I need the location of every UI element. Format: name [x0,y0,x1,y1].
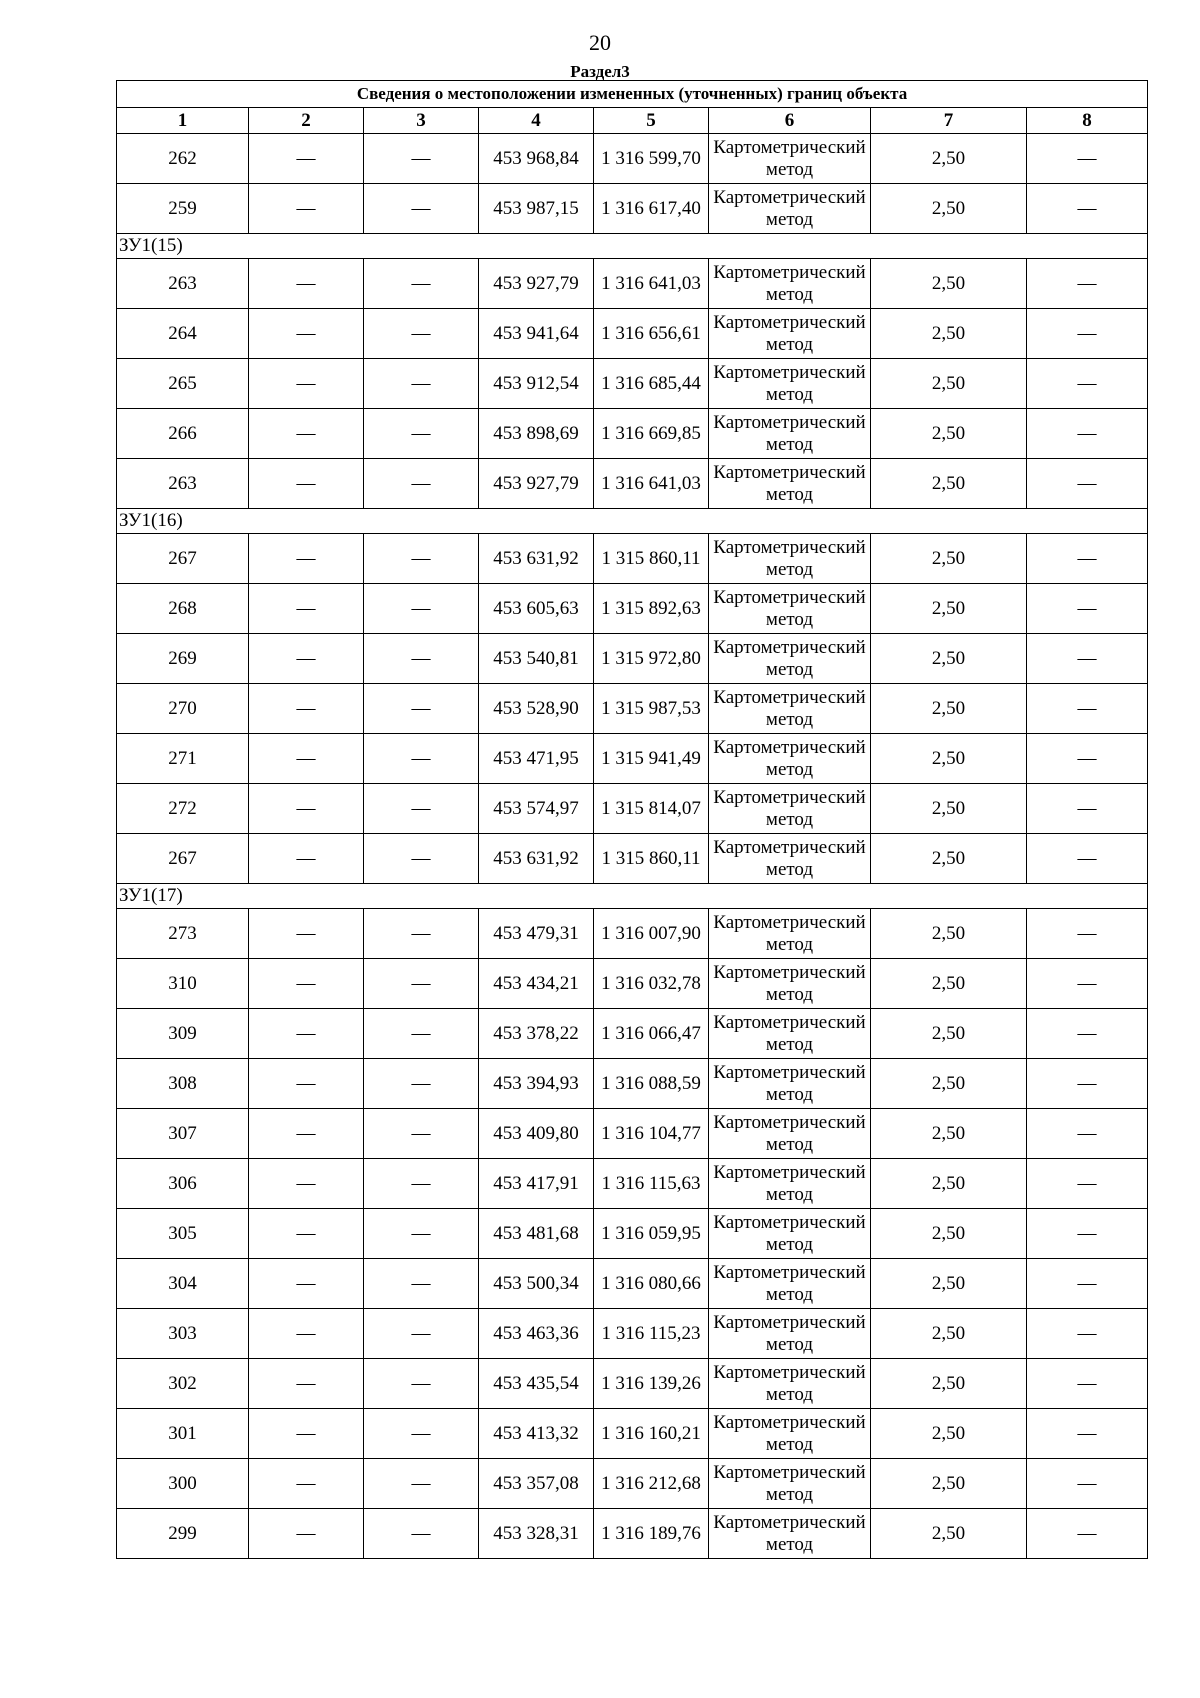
col3-cell: — [364,1009,479,1059]
col8-cell: — [1027,534,1148,584]
table-row [117,409,1148,459]
x-coordinate-cell: 453 941,64 [479,309,594,359]
x-coordinate-cell: 453 463,36 [479,1309,594,1359]
x-coordinate-cell: 453 605,63 [479,584,594,634]
column-header: 6 [709,108,871,134]
point-number-cell: 308 [117,1059,249,1109]
point-number-cell: 300 [117,1459,249,1509]
table-row [117,184,1148,234]
group-label: ЗУ1(16) [117,509,1148,534]
group-label: ЗУ1(17) [117,884,1148,909]
col2-cell: — [249,1009,364,1059]
precision-cell: 2,50 [871,1359,1027,1409]
precision-cell: 2,50 [871,1109,1027,1159]
method-cell: Картометрический метод [709,1209,871,1259]
point-number-cell: 272 [117,784,249,834]
col2-cell: — [249,909,364,959]
col3-cell: — [364,1109,479,1159]
method-cell: Картометрический метод [709,909,871,959]
table-row [117,534,1148,584]
method-cell: Картометрический метод [709,459,871,509]
y-coordinate-cell: 1 315 987,53 [594,684,709,734]
table-row [117,684,1148,734]
method-cell: Картометрический метод [709,1509,871,1559]
y-coordinate-cell: 1 315 814,07 [594,784,709,834]
precision-cell: 2,50 [871,1309,1027,1359]
group-header-row [117,234,1148,259]
coordinates-table [116,80,1148,1559]
table-row [117,1159,1148,1209]
col8-cell: — [1027,184,1148,234]
precision-cell: 2,50 [871,409,1027,459]
precision-cell: 2,50 [871,1409,1027,1459]
col2-cell: — [249,834,364,884]
y-coordinate-cell: 1 315 892,63 [594,584,709,634]
x-coordinate-cell: 453 394,93 [479,1059,594,1109]
col8-cell: — [1027,1159,1148,1209]
col3-cell: — [364,834,479,884]
col8-cell: — [1027,684,1148,734]
page-number: 20 [589,30,611,55]
col2-cell: — [249,734,364,784]
method-cell: Картометрический метод [709,1359,871,1409]
col2-cell: — [249,309,364,359]
point-number-cell: 273 [117,909,249,959]
table-row [117,1059,1148,1109]
table-row [117,134,1148,184]
col2-cell: — [249,634,364,684]
method-cell: Картометрический метод [709,184,871,234]
table-row [117,1109,1148,1159]
method-cell: Картометрический метод [709,1159,871,1209]
x-coordinate-cell: 453 540,81 [479,634,594,684]
precision-cell: 2,50 [871,909,1027,959]
method-cell: Картометрический метод [709,1009,871,1059]
point-number-cell: 266 [117,409,249,459]
col3-cell: — [364,634,479,684]
x-coordinate-cell: 453 500,34 [479,1259,594,1309]
precision-cell: 2,50 [871,959,1027,1009]
y-coordinate-cell: 1 316 066,47 [594,1009,709,1059]
x-coordinate-cell: 453 987,15 [479,184,594,234]
x-coordinate-cell: 453 435,54 [479,1359,594,1409]
method-cell: Картометрический метод [709,684,871,734]
col8-cell: — [1027,834,1148,884]
column-header: 7 [871,108,1027,134]
col3-cell: — [364,184,479,234]
column-header: 8 [1027,108,1148,134]
table-row [117,1509,1148,1559]
y-coordinate-cell: 1 315 941,49 [594,734,709,784]
col3-cell: — [364,584,479,634]
method-cell: Картометрический метод [709,409,871,459]
y-coordinate-cell: 1 316 160,21 [594,1409,709,1459]
col3-cell: — [364,684,479,734]
x-coordinate-cell: 453 927,79 [479,259,594,309]
precision-cell: 2,50 [871,184,1027,234]
method-cell: Картометрический метод [709,309,871,359]
table-row [117,1009,1148,1059]
col2-cell: — [249,184,364,234]
column-header: 5 [594,108,709,134]
point-number-cell: 305 [117,1209,249,1259]
precision-cell: 2,50 [871,359,1027,409]
point-number-cell: 267 [117,834,249,884]
col3-cell: — [364,734,479,784]
y-coordinate-cell: 1 316 669,85 [594,409,709,459]
y-coordinate-cell: 1 316 189,76 [594,1509,709,1559]
point-number-cell: 259 [117,184,249,234]
x-coordinate-cell: 453 479,31 [479,909,594,959]
col8-cell: — [1027,259,1148,309]
method-cell: Картометрический метод [709,734,871,784]
precision-cell: 2,50 [871,784,1027,834]
group-label: ЗУ1(15) [117,234,1148,259]
col3-cell: — [364,1359,479,1409]
method-cell: Картометрический метод [709,1309,871,1359]
y-coordinate-cell: 1 315 972,80 [594,634,709,684]
table-caption-row [117,81,1148,108]
x-coordinate-cell: 453 471,95 [479,734,594,784]
precision-cell: 2,50 [871,1059,1027,1109]
col2-cell: — [249,959,364,1009]
y-coordinate-cell: 1 316 685,44 [594,359,709,409]
point-number-cell: 302 [117,1359,249,1409]
col3-cell: — [364,309,479,359]
table-header-row [117,108,1148,134]
y-coordinate-cell: 1 316 641,03 [594,459,709,509]
y-coordinate-cell: 1 316 115,23 [594,1309,709,1359]
col3-cell: — [364,959,479,1009]
table-body [117,134,1148,1559]
col3-cell: — [364,1209,479,1259]
table-caption: Сведения о местоположении измененных (уточненных) границ объекта [117,81,1148,108]
table-row [117,959,1148,1009]
method-cell: Картометрический метод [709,534,871,584]
method-cell: Картометрический метод [709,959,871,1009]
col8-cell: — [1027,134,1148,184]
table-row [117,909,1148,959]
col2-cell: — [249,409,364,459]
table-row [117,1409,1148,1459]
col3-cell: — [364,459,479,509]
col8-cell: — [1027,1209,1148,1259]
y-coordinate-cell: 1 316 139,26 [594,1359,709,1409]
col8-cell: — [1027,309,1148,359]
method-cell: Картометрический метод [709,784,871,834]
precision-cell: 2,50 [871,1209,1027,1259]
col8-cell: — [1027,1409,1148,1459]
point-number-cell: 265 [117,359,249,409]
precision-cell: 2,50 [871,459,1027,509]
col8-cell: — [1027,1059,1148,1109]
col8-cell: — [1027,1309,1148,1359]
point-number-cell: 262 [117,134,249,184]
point-number-cell: 269 [117,634,249,684]
method-cell: Картометрический метод [709,259,871,309]
x-coordinate-cell: 453 631,92 [479,534,594,584]
precision-cell: 2,50 [871,684,1027,734]
col2-cell: — [249,1509,364,1559]
y-coordinate-cell: 1 316 080,66 [594,1259,709,1309]
precision-cell: 2,50 [871,834,1027,884]
table-row [117,309,1148,359]
precision-cell: 2,50 [871,259,1027,309]
table-row [117,1309,1148,1359]
col3-cell: — [364,1309,479,1359]
method-cell: Картометрический метод [709,134,871,184]
col2-cell: — [249,359,364,409]
col2-cell: — [249,784,364,834]
table-row [117,1209,1148,1259]
table-row [117,634,1148,684]
table-row [117,259,1148,309]
precision-cell: 2,50 [871,534,1027,584]
col8-cell: — [1027,909,1148,959]
col3-cell: — [364,1409,479,1459]
method-cell: Картометрический метод [709,1409,871,1459]
x-coordinate-cell: 453 574,97 [479,784,594,834]
point-number-cell: 299 [117,1509,249,1559]
x-coordinate-cell: 453 968,84 [479,134,594,184]
x-coordinate-cell: 453 378,22 [479,1009,594,1059]
col2-cell: — [249,1109,364,1159]
table-row [117,359,1148,409]
col2-cell: — [249,1159,364,1209]
point-number-cell: 303 [117,1309,249,1359]
col3-cell: — [364,534,479,584]
x-coordinate-cell: 453 357,08 [479,1459,594,1509]
x-coordinate-cell: 453 434,21 [479,959,594,1009]
col8-cell: — [1027,959,1148,1009]
col3-cell: — [364,1259,479,1309]
col3-cell: — [364,1159,479,1209]
x-coordinate-cell: 453 481,68 [479,1209,594,1259]
col8-cell: — [1027,1509,1148,1559]
col8-cell: — [1027,634,1148,684]
col2-cell: — [249,1359,364,1409]
y-coordinate-cell: 1 316 104,77 [594,1109,709,1159]
precision-cell: 2,50 [871,734,1027,784]
point-number-cell: 310 [117,959,249,1009]
method-cell: Картометрический метод [709,634,871,684]
table-row [117,1459,1148,1509]
column-header: 2 [249,108,364,134]
point-number-cell: 263 [117,459,249,509]
col2-cell: — [249,1459,364,1509]
col2-cell: — [249,134,364,184]
col3-cell: — [364,359,479,409]
y-coordinate-cell: 1 316 059,95 [594,1209,709,1259]
x-coordinate-cell: 453 328,31 [479,1509,594,1559]
col3-cell: — [364,784,479,834]
table-row [117,734,1148,784]
table-row [117,1259,1148,1309]
col2-cell: — [249,584,364,634]
col2-cell: — [249,459,364,509]
col3-cell: — [364,134,479,184]
point-number-cell: 304 [117,1259,249,1309]
y-coordinate-cell: 1 316 088,59 [594,1059,709,1109]
x-coordinate-cell: 453 927,79 [479,459,594,509]
col3-cell: — [364,1459,479,1509]
y-coordinate-cell: 1 316 212,68 [594,1459,709,1509]
col3-cell: — [364,259,479,309]
table-row [117,784,1148,834]
col8-cell: — [1027,459,1148,509]
point-number-cell: 307 [117,1109,249,1159]
y-coordinate-cell: 1 316 599,70 [594,134,709,184]
col2-cell: — [249,1309,364,1359]
point-number-cell: 270 [117,684,249,734]
method-cell: Картометрический метод [709,1459,871,1509]
point-number-cell: 264 [117,309,249,359]
col2-cell: — [249,259,364,309]
point-number-cell: 301 [117,1409,249,1459]
col3-cell: — [364,1059,479,1109]
table-row [117,1359,1148,1409]
group-header-row [117,884,1148,909]
col2-cell: — [249,1259,364,1309]
y-coordinate-cell: 1 315 860,11 [594,834,709,884]
y-coordinate-cell: 1 315 860,11 [594,534,709,584]
col8-cell: — [1027,1009,1148,1059]
method-cell: Картометрический метод [709,1259,871,1309]
y-coordinate-cell: 1 316 641,03 [594,259,709,309]
col2-cell: — [249,1209,364,1259]
y-coordinate-cell: 1 316 032,78 [594,959,709,1009]
precision-cell: 2,50 [871,584,1027,634]
col3-cell: — [364,909,479,959]
method-cell: Картометрический метод [709,359,871,409]
precision-cell: 2,50 [871,1259,1027,1309]
section-title: Раздел3 [570,62,630,81]
method-cell: Картометрический метод [709,1059,871,1109]
point-number-cell: 271 [117,734,249,784]
table-row [117,459,1148,509]
col3-cell: — [364,409,479,459]
table-row [117,834,1148,884]
method-cell: Картометрический метод [709,834,871,884]
group-header-row [117,509,1148,534]
method-cell: Картометрический метод [709,584,871,634]
point-number-cell: 267 [117,534,249,584]
x-coordinate-cell: 453 417,91 [479,1159,594,1209]
column-header: 4 [479,108,594,134]
x-coordinate-cell: 453 912,54 [479,359,594,409]
precision-cell: 2,50 [871,309,1027,359]
y-coordinate-cell: 1 316 617,40 [594,184,709,234]
col2-cell: — [249,534,364,584]
column-header: 3 [364,108,479,134]
precision-cell: 2,50 [871,1459,1027,1509]
table-row [117,584,1148,634]
point-number-cell: 309 [117,1009,249,1059]
col8-cell: — [1027,1259,1148,1309]
col8-cell: — [1027,784,1148,834]
method-cell: Картометрический метод [709,1109,871,1159]
precision-cell: 2,50 [871,1509,1027,1559]
col8-cell: — [1027,584,1148,634]
col8-cell: — [1027,1109,1148,1159]
col2-cell: — [249,684,364,734]
col3-cell: — [364,1509,479,1559]
col2-cell: — [249,1059,364,1109]
y-coordinate-cell: 1 316 115,63 [594,1159,709,1209]
col8-cell: — [1027,1359,1148,1409]
column-header: 1 [117,108,249,134]
col8-cell: — [1027,409,1148,459]
point-number-cell: 268 [117,584,249,634]
col8-cell: — [1027,734,1148,784]
precision-cell: 2,50 [871,1159,1027,1209]
point-number-cell: 306 [117,1159,249,1209]
y-coordinate-cell: 1 316 656,61 [594,309,709,359]
x-coordinate-cell: 453 528,90 [479,684,594,734]
col8-cell: — [1027,359,1148,409]
precision-cell: 2,50 [871,1009,1027,1059]
col8-cell: — [1027,1459,1148,1509]
x-coordinate-cell: 453 898,69 [479,409,594,459]
col2-cell: — [249,1409,364,1459]
precision-cell: 2,50 [871,134,1027,184]
x-coordinate-cell: 453 631,92 [479,834,594,884]
x-coordinate-cell: 453 413,32 [479,1409,594,1459]
point-number-cell: 263 [117,259,249,309]
precision-cell: 2,50 [871,634,1027,684]
y-coordinate-cell: 1 316 007,90 [594,909,709,959]
x-coordinate-cell: 453 409,80 [479,1109,594,1159]
